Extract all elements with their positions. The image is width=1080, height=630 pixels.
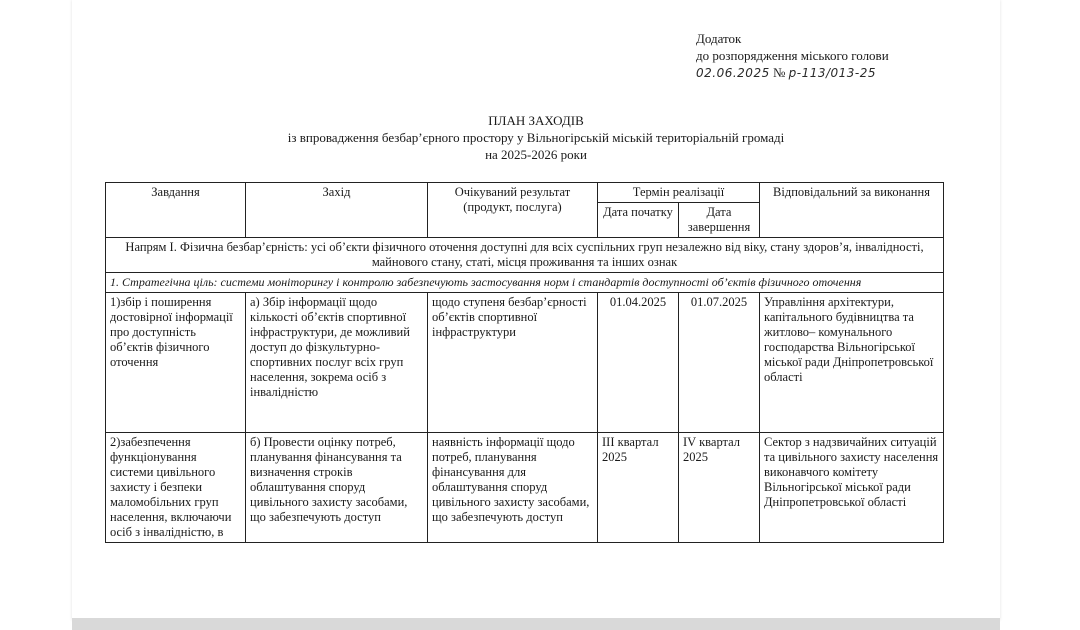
row-task: 2)забезпечення функціонування системи цивільного захисту і безпеки маломобільних груп населення, включаючи осіб з інвалідністю, в — [106, 433, 246, 543]
document-page — [72, 0, 1000, 620]
goal-text: 1. Стратегічна ціль: системи моніторингу і контролю забезпечують застосування норм і стандартів доступності об’єктів фізичного оточення — [106, 273, 944, 293]
page-edge-strip — [72, 618, 1000, 630]
handwritten-date: 02.06.2025 — [696, 66, 770, 80]
plan-table — [105, 182, 944, 543]
header-term-start: Дата початку — [598, 203, 679, 238]
header-task: Завдання — [106, 183, 246, 238]
row-end-date: 01.07.2025 — [679, 293, 760, 433]
number-sign: № — [772, 65, 786, 80]
header-term-end: Дата завершення — [679, 203, 760, 238]
document-title — [72, 112, 1000, 163]
order-date-number — [696, 64, 889, 82]
row-start-date: ІІІ квартал 2025 — [598, 433, 679, 543]
row-measure: а) Збір інформації щодо кількості об’єктів спортивної інфраструктури, де можливий доступ до фізкультурно- спортивних послуг всіх груп населення, зокрема осіб з інвалідністю — [246, 293, 428, 433]
title-line-1: ПЛАН ЗАХОДІВ — [488, 113, 584, 128]
header-row — [106, 183, 944, 203]
title-line-3: на 2025-2026 роки — [485, 147, 587, 162]
header-responsible: Відповідальний за виконання — [760, 183, 944, 238]
header-measure: Захід — [246, 183, 428, 238]
row-task: 1)збір і поширення достовірної інформації про доступність об’єктів фізичного оточення — [106, 293, 246, 433]
title-line-2: із впровадження безбар’єрного простору у Вільногірській міській територіальній громаді — [287, 130, 785, 145]
table-row — [106, 433, 944, 543]
header-term: Термін реалізації — [598, 183, 760, 203]
header-result: Очікуваний результат (продукт, послуга) — [428, 183, 598, 238]
direction-text: Напрям І. Фізична безбар’єрність: усі об’єкти фізичного оточення доступні для всіх суспільних груп незалежно від віку, стану здоров’я, інвалідності, майнового стану, статі, місця проживання та інших ознак — [106, 238, 944, 273]
row-measure: б) Провести оцінку потреб, планування фінансування та визначення строків облаштування споруд цивільного захисту засобами, що забезпечують доступ — [246, 433, 428, 543]
row-result: наявність інформації щодо потреб, планування фінансування для облаштування споруд цивільного захисту засобами, що забезпечують доступ — [428, 433, 598, 543]
direction-row — [106, 238, 944, 273]
row-responsible: Сектор з надзвичайних ситуацій та цивільного захисту населення виконавчого комітету Вільногірської міської ради Дніпропетровської області — [760, 433, 944, 543]
appendix-block — [696, 30, 889, 82]
row-end-date: IV квартал 2025 — [679, 433, 760, 543]
goal-row — [106, 273, 944, 293]
row-responsible: Управління архітектури, капітального будівництва та житлово– комунального господарства Вільногірської міської ради Дніпропетровської області — [760, 293, 944, 433]
appendix-reference: до розпорядження міського голови — [696, 48, 889, 63]
row-start-date: 01.04.2025 — [598, 293, 679, 433]
table-row — [106, 293, 944, 433]
handwritten-number: р-113/013-25 — [788, 66, 877, 80]
appendix-label: Додаток — [696, 31, 742, 46]
row-result: щодо ступеня безбар’єрності об’єктів спортивної інфраструктури — [428, 293, 598, 433]
